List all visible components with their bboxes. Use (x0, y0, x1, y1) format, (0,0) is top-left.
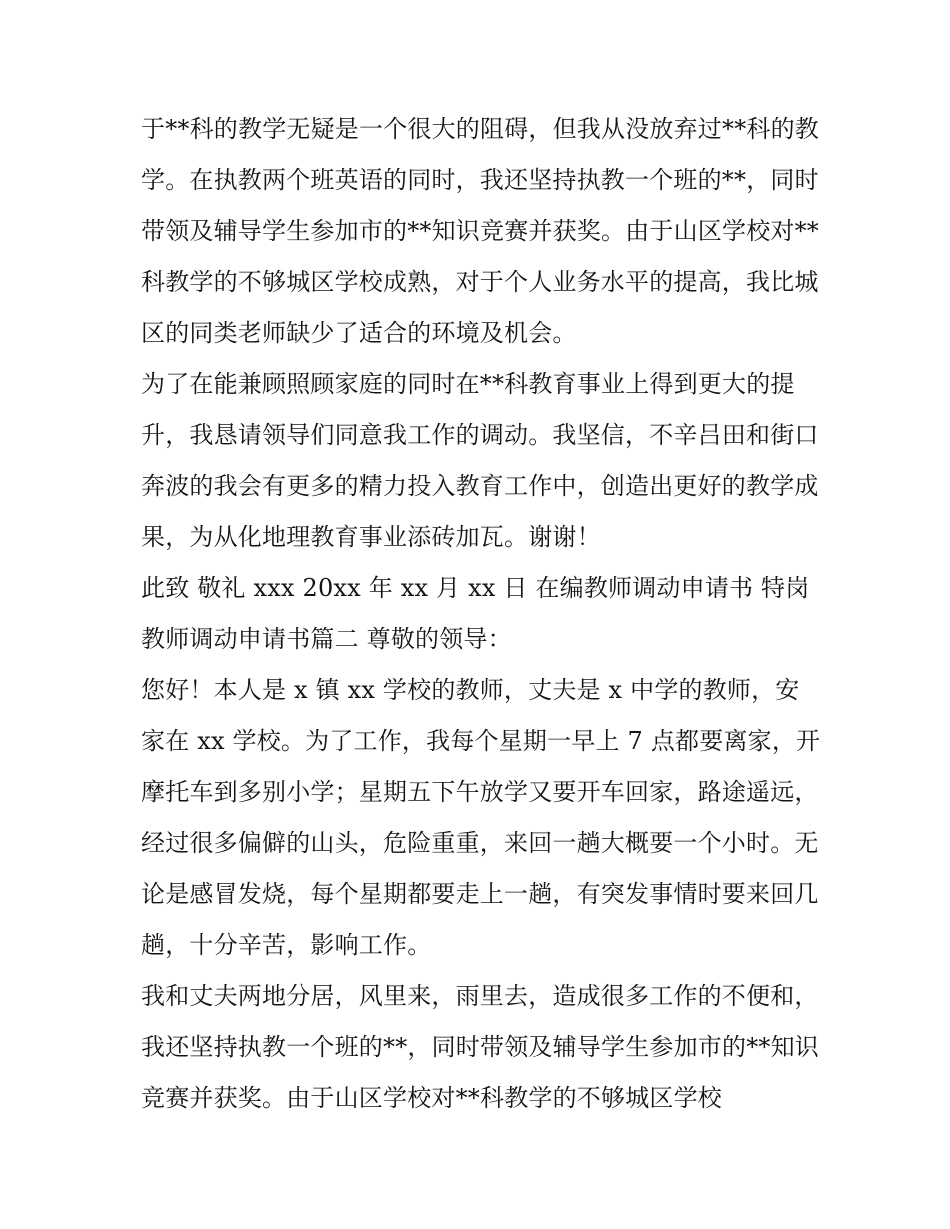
paragraph-3: 此致 敬礼 xxx 20xx 年 xx 月 xx 日 在编教师调动申请书 特岗教师调动申请书篇二 尊敬的领导： (141, 574, 810, 653)
document-body (141, 104, 821, 1124)
paragraph-1: 于**科的教学无疑是一个很大的阻碍，但我从没放弃过**科的教学。在执教两个班英语的同时，我还坚持执教一个班的**，同时带领及辅导学生参加市的**知识竞赛并获奖。由于山区学校对**科教学的不够城区学校成熟，对于个人业务水平的提高，我比城区的同类老师缺少了适合的环境及机会。 (141, 115, 819, 347)
paragraph-5: 我和丈夫两地分居，风里来，雨里去，造成很多工作的不便和，我还坚持执教一个班的**，同时带领及辅导学生参加市的**知识竞赛并获奖。由于山区学校对**科教学的不够城区学校 (141, 982, 819, 1112)
paragraph-4: 您好！本人是 x 镇 xx 学校的教师，丈夫是 x 中学的教师，安家在 xx 学校。为了工作，我每个星期一早上 7 点都要离家，开摩托车到多别小学；星期五下午放学又要开车回家，路途遥远，经过很多偏僻的山头，危险重重，来回一趟大概要一个小时。无论是感冒发烧，每个星期都要走上一趟，有突发事情时要来回几趟，十分辛苦，影响工作。 (141, 676, 821, 959)
paragraph-2: 为了在能兼顾照顾家庭的同时在**科教育事业上得到更大的提升，我恳请领导们同意我工作的调动。我坚信，不辛吕田和街口奔波的我会有更多的精力投入教育工作中，创造出更好的教学成果，为从化地理教育事业添砖加瓦。谢谢！ (141, 370, 819, 551)
